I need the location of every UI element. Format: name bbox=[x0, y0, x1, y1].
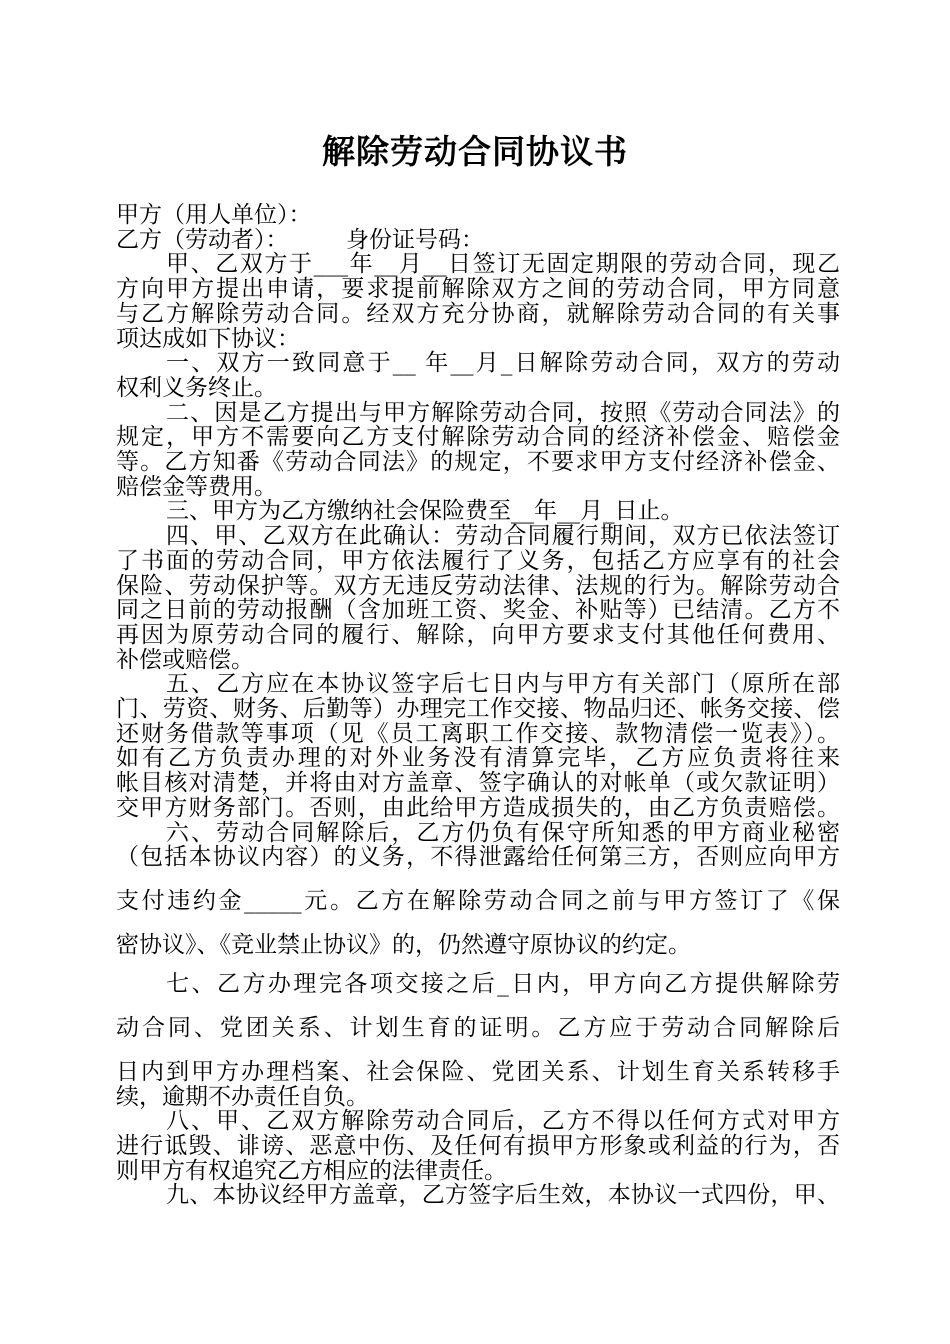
text-line: 保险、劳动保护等。双方无违反劳动法律、法规的行为。解除劳动合 bbox=[116, 572, 840, 599]
document-title: 解除劳动合同协议书 bbox=[322, 132, 628, 171]
party-b-line: 乙方（劳动者）： 身份证号码： bbox=[116, 226, 484, 253]
text-line: 权利义务终止。 bbox=[116, 374, 277, 401]
text-line: 支付违约金_____元。乙方在解除劳动合同之前与甲方签订了《保 bbox=[116, 887, 840, 914]
clause-6: 六、劳动合同解除后，乙方仍负有保守所知悉的甲方商业秘密 bbox=[166, 819, 840, 846]
text-line: 续，逾期不办责任自负。 bbox=[116, 1083, 369, 1110]
text-line: 密协议》、《竞业禁止协议》的，仍然遵守原协议的约定。 bbox=[116, 931, 691, 958]
text-line: 日内到甲方办理档案、社会保险、党团关系、计划生育关系转移手 bbox=[116, 1058, 840, 1085]
text-line: 补偿或赔偿。 bbox=[116, 646, 254, 673]
text-line: 方向甲方提出申请，要求提前解除双方之间的劳动合同，甲方同意 bbox=[116, 276, 840, 303]
text-line: 规定，甲方不需要向乙方支付解除劳动合同的经济补偿金、赔偿金 bbox=[116, 424, 840, 451]
text-line: 进行诋毁、诽谤、恶意中伤、及任何有损甲方形象或利益的行为，否 bbox=[116, 1132, 840, 1159]
clause-5: 五、乙方应在本协议签字后七日内与甲方有关部门（原所在部 bbox=[166, 671, 840, 698]
text-line: 再因为原劳动合同的履行、解除，向甲方要求支付其他任何费用、 bbox=[116, 621, 840, 648]
text-line: 与乙方解除劳动合同。经双方充分协商，就解除劳动合同的有关事 bbox=[116, 300, 840, 327]
text-line: 动合同、党团关系、计划生育的证明。乙方应于劳动合同解除后 bbox=[116, 1015, 840, 1042]
text-line: 项达成如下协议： bbox=[116, 325, 300, 352]
text-line: 则甲方有权追究乙方相应的法律责任。 bbox=[116, 1157, 507, 1184]
clause-2: 二、因是乙方提出与甲方解除劳动合同，按照《劳动合同法》的 bbox=[166, 399, 840, 426]
text-line: 赔偿金等费用。 bbox=[116, 473, 277, 500]
text-line: 同之日前的劳动报酬（含加班工资、奖金、补贴等）已结清。乙方不 bbox=[116, 597, 840, 624]
clause-9: 九、本协议经甲方盖章，乙方签字后生效，本协议一式四份，甲、 bbox=[166, 1182, 840, 1209]
text-line: 等。乙方知番《劳动合同法》的规定，不要求甲方支付经济补偿金、 bbox=[116, 449, 840, 476]
clause-7: 七、乙方办理完各项交接之后_日内，甲方向乙方提供解除劳 bbox=[166, 971, 840, 998]
clause-8: 八、甲、乙双方解除劳动合同后，乙方不得以任何方式对甲方 bbox=[166, 1108, 840, 1135]
text-line: （包括本协议内容）的义务，不得泄露给任何第三方，否则应向甲方 bbox=[116, 844, 840, 871]
text-line: 帐目核对清楚，并将由对方盖章、签字确认的对帐单（或欠款证明） bbox=[116, 770, 840, 797]
clause-4: 四、甲、乙双方在此确认：劳动合同履行期间，双方已依法签订 bbox=[166, 523, 840, 550]
text-line: 还财务借款等事项（见《员工离职工作交接、款物清偿一览表》）。 bbox=[116, 720, 840, 747]
clause-1: 一、双方一致同意于__ 年__月_日解除劳动合同，双方的劳动 bbox=[166, 350, 840, 377]
text-line: 如有乙方负责办理的对外业务没有清算完毕，乙方应负责将往来 bbox=[116, 745, 840, 772]
document-body bbox=[116, 203, 840, 1208]
text-line: 门、劳资、财务、后勤等）办理完工作交接、物品归还、帐务交接、偿 bbox=[116, 696, 840, 723]
text-line: 交甲方财务部门。否则，由此给甲方造成损失的，由乙方负责赔偿。 bbox=[116, 794, 840, 821]
clause-3: 三、甲方为乙方缴纳社会保险费至__年__月_日止。 bbox=[166, 498, 684, 525]
party-a-line: 甲方（用人单位）： bbox=[116, 202, 312, 228]
text-line: 了书面的劳动合同，甲方依法履行了义务，包括乙方应享有的社会 bbox=[116, 547, 840, 574]
text-line: 甲、乙双方于___年__月__日签订无固定期限的劳动合同，现乙 bbox=[166, 251, 840, 278]
